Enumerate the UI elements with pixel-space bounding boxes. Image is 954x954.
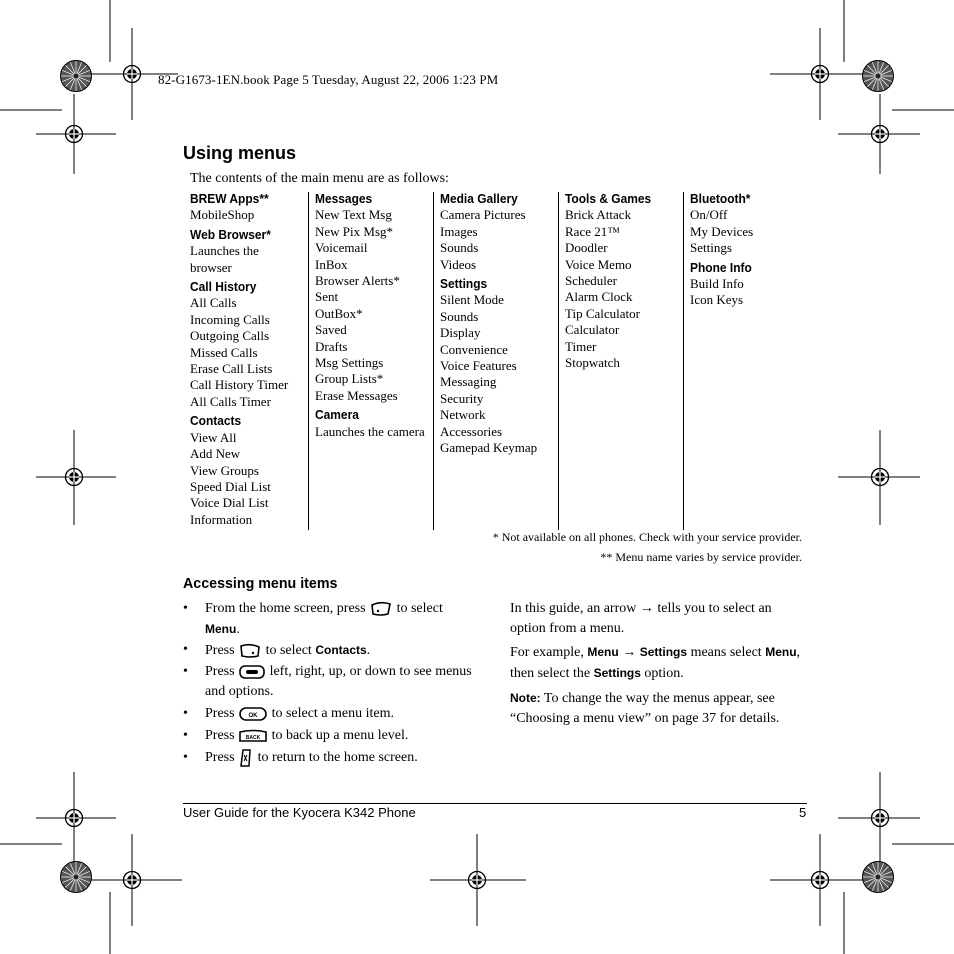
note-text: To change the way the menus appear, see “Choosing a menu view” on page 37 for details. [510,691,780,726]
menu-column [565,191,683,371]
bullet-text: Press [205,643,235,658]
bullet-text: Press [205,664,235,679]
menu-item: Information [190,511,253,527]
menu-item: Doodler [565,240,608,256]
bullet: • [183,706,188,721]
menu-item: Msg Settings [315,355,384,371]
text: , then select the [510,645,801,681]
menu-item: New Text Msg [315,207,392,223]
bullet-text: From the home screen, press [205,601,366,616]
bullet: • [183,728,188,743]
menu-item: Scheduler [565,273,617,289]
bullet-text: Press [205,706,235,721]
back-key-icon [238,728,268,744]
keyword: Menu [587,645,619,659]
bullet: • [183,750,188,765]
end-power-key-icon [238,748,254,768]
menu-heading: Tools & Games [565,191,652,206]
bullet-text: to back up a menu level. [271,728,409,743]
menu-item: Tip Calculator [565,305,640,321]
keyword: Contacts [315,643,367,657]
list-item [183,662,473,702]
menu-item: Stopwatch [565,355,620,371]
menu-item: Erase Messages [315,387,398,403]
menu-item: Incoming Calls [190,311,270,327]
menu-item: My Devices [690,223,754,239]
menu-item: Timer [565,338,597,354]
keyword: Settings [639,645,688,659]
menu-item: Race 21™ [565,223,620,239]
arrow: → [622,645,637,660]
bullet-text: to select [396,601,443,616]
menu-item: Calculator [565,322,620,338]
menu-item: Voice Memo [565,256,632,272]
page-number: 5 [799,805,807,820]
menu-item: Drafts [315,338,348,354]
menu-item: Network [440,407,486,423]
menu-column [315,191,433,440]
text: For example, [510,645,584,660]
text: option. [644,666,684,681]
list-item [183,704,473,724]
keyword: Menu [205,622,237,636]
menu-item: Launches the [190,243,259,259]
ok-key-icon [238,706,268,722]
note-paragraph [510,688,810,729]
menu-item: Settings [690,240,732,256]
menu-column [440,191,558,457]
menu-item: Voice Features [440,358,517,374]
note-label: Note: [510,691,541,705]
menu-item: View All [190,429,237,445]
menu-item: Voice Dial List [190,495,269,511]
footer-rule [183,803,807,804]
punctuation: . [236,622,240,637]
menu-item: Saved [315,322,347,338]
left-softkey-icon [369,601,393,617]
menu-item: Group Lists* [315,371,384,387]
menu-item: InBox [315,256,348,272]
menu-item: Sent [315,289,339,305]
column-divider [433,192,434,530]
footnote-single: * Not available on all phones. Check with your service provider. [492,530,802,544]
menu-item: Camera Pictures [440,207,526,223]
menu-item: Videos [440,256,477,272]
column-divider [558,192,559,530]
bullet-text: to return to the home screen. [257,750,418,766]
menu-heading: Phone Info [690,259,752,275]
arrow-explanation: In this guide, an arrow → tells you to select an option from a menu. [510,601,772,636]
svg-text:OK: OK [248,712,258,719]
menu-item: Security [440,390,484,406]
text: means select [690,645,762,660]
menu-item: MobileShop [190,207,255,223]
menu-heading: Web Browser* [190,226,271,242]
menu-item: Display [440,325,481,341]
bullet-text: Press [205,750,235,766]
footer-title: User Guide for the Kyocera K342 Phone [183,805,416,820]
menu-heading: Media Gallery [440,191,518,206]
menu-heading: Bluetooth* [690,191,751,206]
bullet: • [183,642,188,657]
menu-item: Gamepad Keymap [440,440,538,456]
list-item [183,748,473,768]
keyword: Menu [765,645,797,659]
menu-heading: Messages [315,191,373,206]
menu-item: browser [190,259,232,275]
menu-item: Sounds [440,240,479,256]
list-item [183,726,473,746]
bullet: • [183,664,188,679]
svg-text:BACK: BACK [245,734,261,741]
menu-item: Silent Mode [440,292,504,308]
menu-item: Build Info [690,276,744,292]
keyword: Settings [593,666,641,680]
punctuation: . [366,643,371,658]
menu-heading: Contacts [190,413,242,429]
bullet-text: to select a menu item. [271,706,395,721]
menu-item: Messaging [440,374,497,390]
right-softkey-icon [238,643,262,659]
menu-item: View Groups [190,462,259,478]
section-heading: Accessing menu items [183,575,338,592]
menu-item: Call History Timer [190,377,289,393]
menu-item: Images [440,223,478,239]
menu-item: Sounds [440,308,479,324]
column-divider [308,192,309,530]
bullet-text: left, right, up, or down to see menus and options. [205,664,472,699]
menu-item: Accessories [440,423,503,439]
list-item [183,640,473,661]
menu-item: Add New [190,446,241,462]
navigation-key-icon [238,664,266,680]
menu-heading: BREW Apps** [190,191,269,206]
intro-text: The contents of the main menu are as follows: [190,171,449,186]
menu-item: Outgoing Calls [190,328,270,344]
menu-column [190,191,308,528]
menu-heading: Call History [190,279,257,295]
menu-item: Erase Call Lists [190,361,273,377]
menu-item: Voicemail [315,240,368,256]
print-header: 82-G1673-1EN.book Page 5 Tuesday, August 22, 2006 1:23 PM [158,72,499,87]
menu-item: OutBox* [315,305,363,321]
list-item [183,599,473,640]
menu-item: Convenience [440,341,508,357]
footnote-double: ** Menu name varies by service provider. [600,550,802,564]
menu-item: Missed Calls [190,344,258,360]
menu-item: Speed Dial List [190,478,271,494]
menu-item: All Calls [190,295,237,311]
bullet-text: to select [265,643,312,658]
menu-item: Icon Keys [690,292,744,308]
menu-item: On/Off [690,207,728,223]
menu-item: Browser Alerts* [315,273,400,289]
example-paragraph [510,642,810,684]
menu-item: Alarm Clock [565,289,633,305]
menu-item: Brick Attack [565,207,632,223]
column-divider [683,192,684,530]
menu-heading: Camera [315,407,359,423]
menu-item: New Pix Msg* [315,223,394,239]
menu-item: Launches the camera [315,423,425,439]
menu-heading: Settings [440,276,488,292]
page-title: Using menus [183,143,297,163]
bullet-text: Press [205,728,235,743]
menu-column [690,191,808,309]
menu-item: All Calls Timer [190,393,271,409]
bullet: • [183,601,188,616]
